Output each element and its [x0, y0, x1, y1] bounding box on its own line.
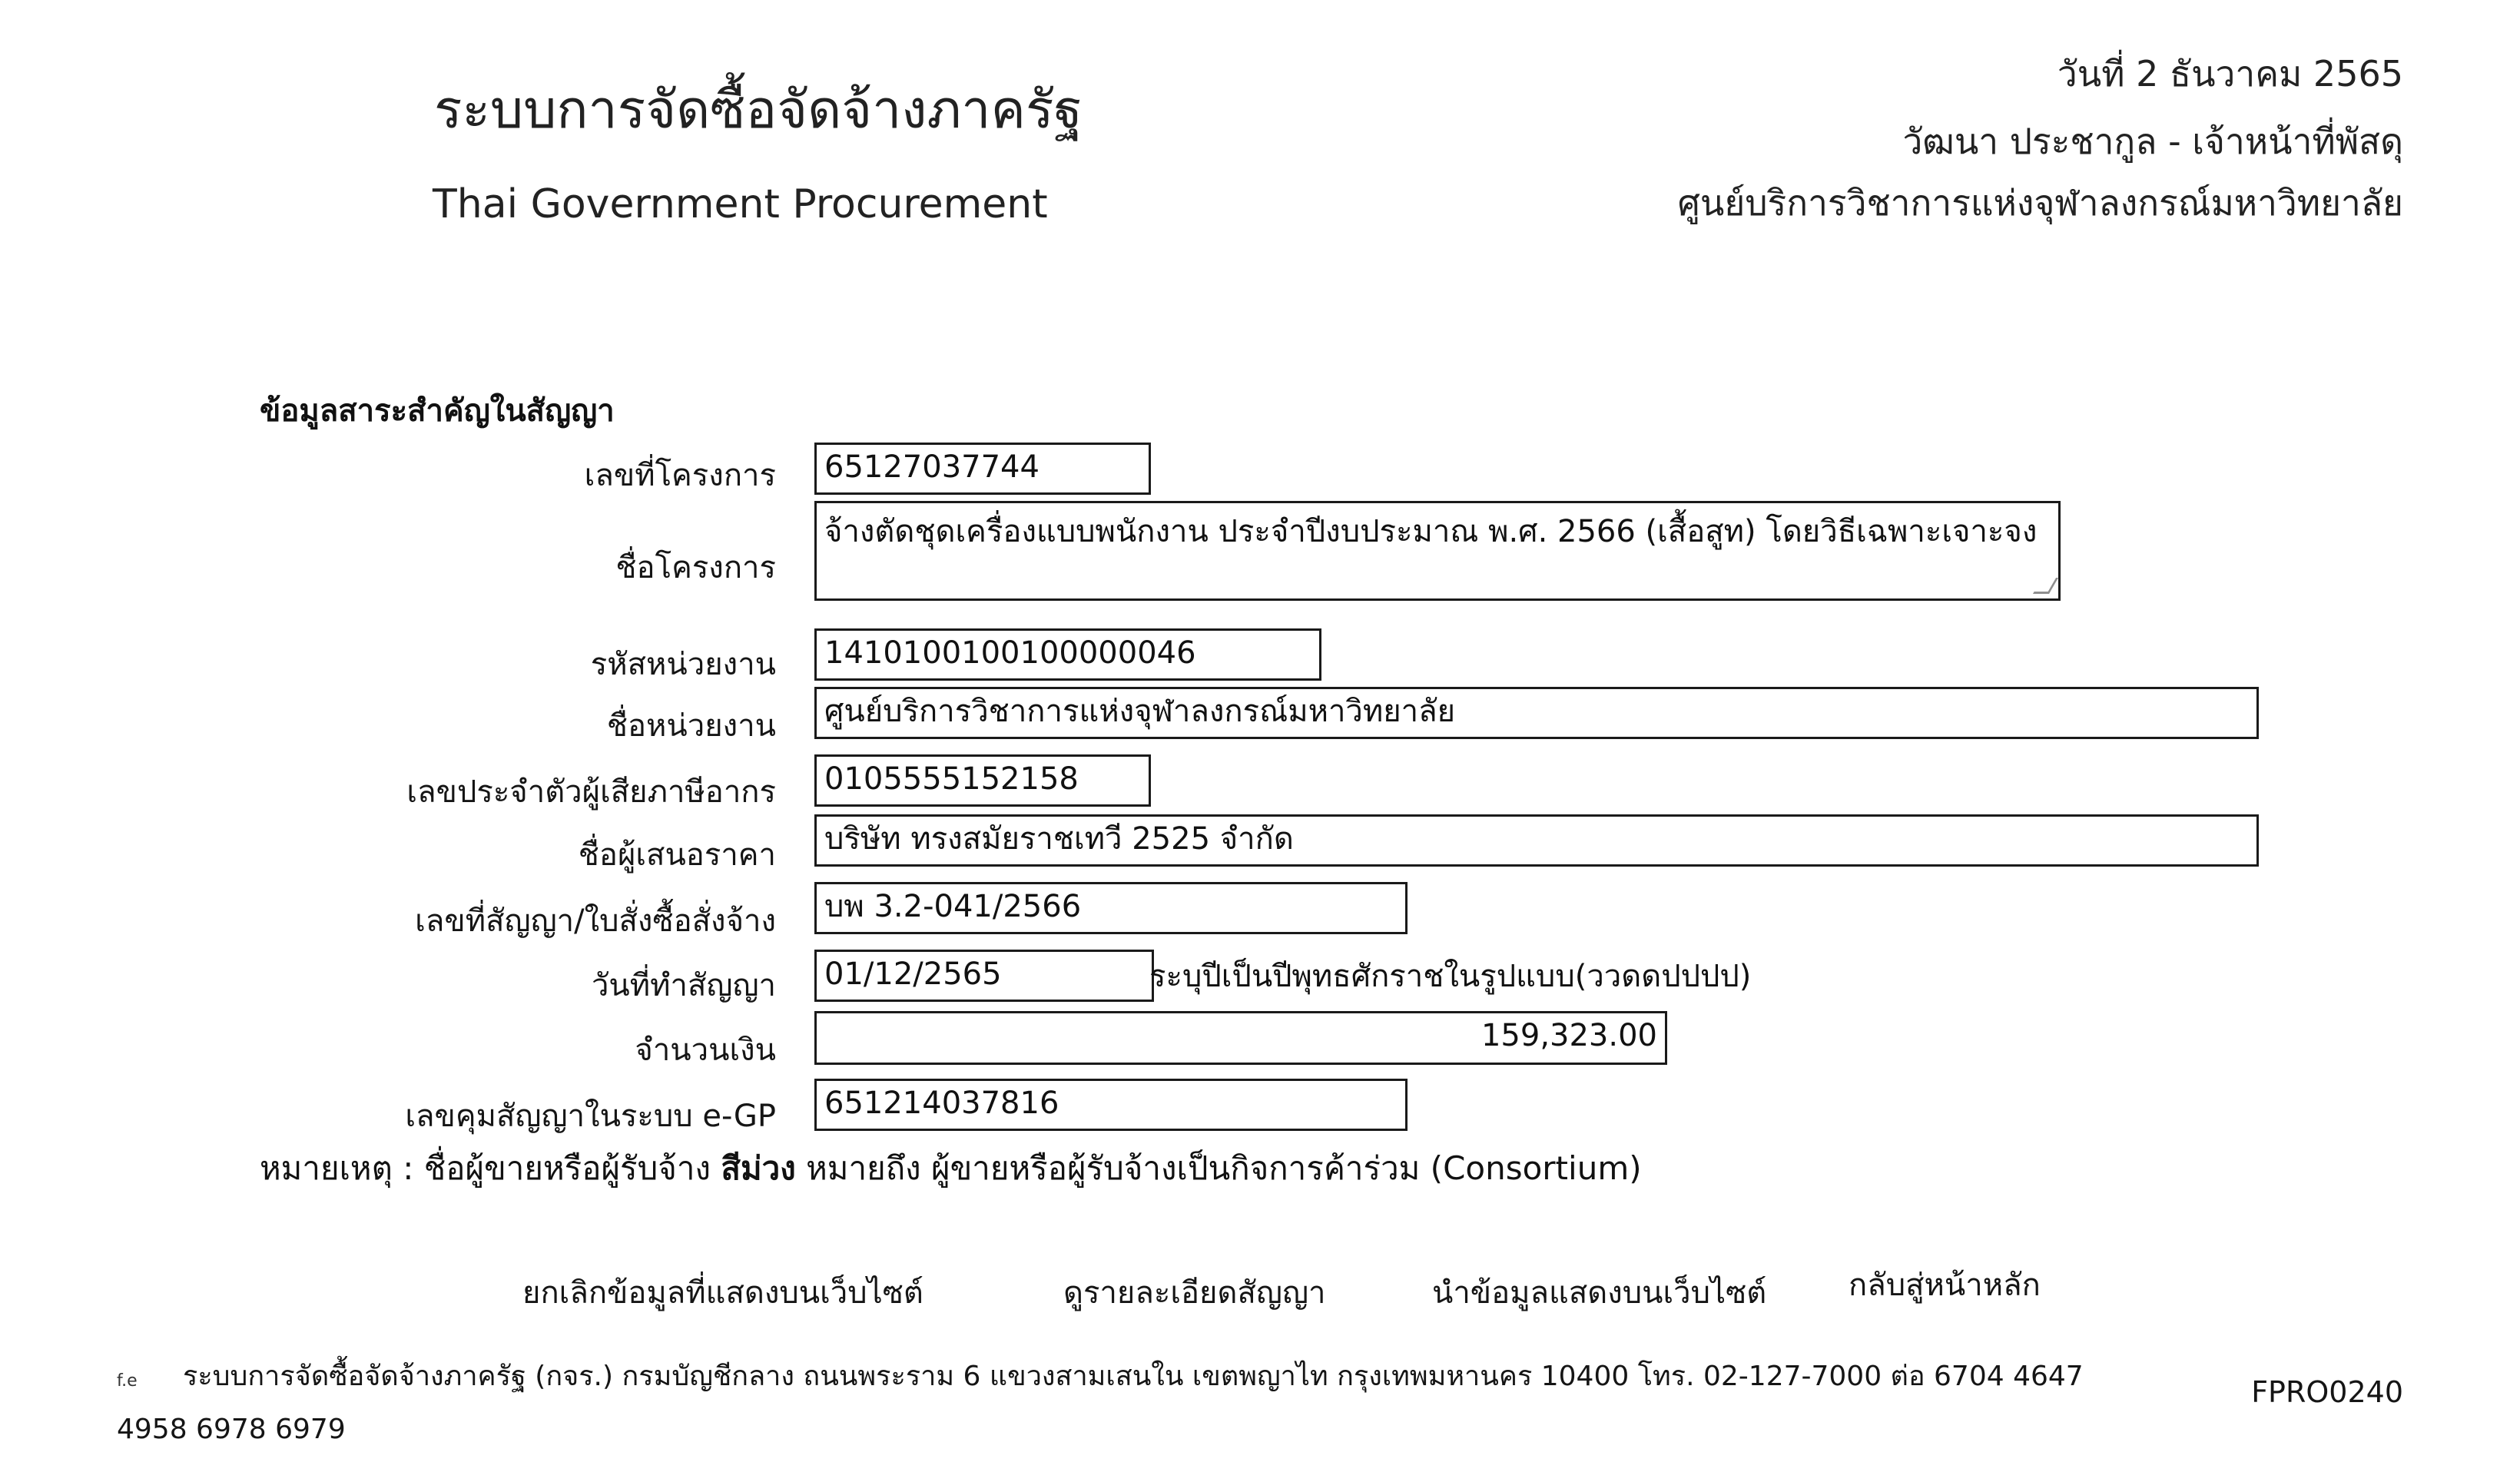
footer-bullet-icon: f.e [117, 1371, 138, 1391]
label-amount: จำนวนเงิน [635, 1033, 776, 1068]
back-home-link[interactable]: กลับสู่หน้าหลัก [1849, 1268, 2041, 1303]
contract-date-hint: ระบุปีเป็นปีพุทธศักราชในรูปแบบ(ววดดปปปป) [1149, 959, 1752, 994]
consortium-note [260, 1143, 1642, 1194]
resize-grip-icon[interactable] [2033, 578, 2058, 594]
header-organization: ศูนย์บริการวิชาการแห่งจุฬาลงกรณ์มหาวิทยาลัย [1677, 182, 2403, 224]
label-project-no: เลขที่โครงการ [584, 458, 776, 493]
contract-no-field[interactable]: บพ 3.2-041/2566 [814, 882, 1408, 934]
bidder-name-field[interactable]: บริษัท ทรงสมัยราชเทวี 2525 จำกัด [814, 814, 2259, 867]
label-agency-name: ชื่อหน่วยงาน [606, 708, 776, 744]
agency-name-field[interactable]: ศูนย์บริการวิชาการแห่งจุฬาลงกรณ์มหาวิทยาลัย [814, 687, 2259, 739]
egp-control-no-field[interactable]: 651214037816 [814, 1079, 1408, 1131]
system-title-th: ระบบการจัดซื้อจัดจ้างภาครัฐ [434, 80, 1083, 141]
agency-code-field[interactable]: 1410100100100000046 [814, 628, 1321, 681]
label-agency-code: รหัสหน่วยงาน [590, 647, 776, 682]
amount-field[interactable]: 159,323.00 [814, 1011, 1667, 1065]
project-name-text: จ้างตัดชุดเครื่องแบบพนักงาน ประจำปีงบประมาณ พ.ศ. 2566 (เสื้อสูท) โดยวิธีเฉพาะเจาะจง [824, 514, 2038, 549]
label-contract-date: วันที่ทำสัญญา [591, 968, 776, 1003]
view-contract-link[interactable]: ดูรายละเอียดสัญญา [1063, 1275, 1326, 1311]
footer-address: ระบบการจัดซื้อจัดจ้างภาครัฐ (กจร.) กรมบัญชีกลาง ถนนพระราม 6 แขวงสามเสนใน เขตพญาไท กรุงเทพมหานคร 10400 โทร. 02-127-7000 ต่อ 6704 4647 [183, 1361, 2084, 1392]
cancel-display-link[interactable]: ยกเลิกข้อมูลที่แสดงบนเว็บไซต์ [522, 1275, 923, 1311]
header-date: วันที่ 2 ธันวาคม 2565 [2057, 53, 2403, 94]
label-tax-id: เลขประจำตัวผู้เสียภาษีอากร [406, 774, 776, 810]
note-prefix: หมายเหตุ : ชื่อผู้ขายหรือผู้รับจ้าง [260, 1149, 711, 1187]
publish-display-link[interactable]: นำข้อมูลแสดงบนเว็บไซต์ [1432, 1275, 1767, 1311]
tax-id-field[interactable]: 0105555152158 [814, 754, 1151, 807]
contract-date-field[interactable]: 01/12/2565 [814, 950, 1154, 1002]
project-name-textarea[interactable] [814, 501, 2061, 601]
footer-numbers: 4958 6978 6979 [117, 1414, 346, 1445]
label-contract-no: เลขที่สัญญา/ใบสั่งซื้อสั่งจ้าง [415, 903, 776, 939]
project-no-field[interactable]: 65127037744 [814, 443, 1151, 495]
header-user: วัฒนา ประชากูล - เจ้าหน้าที่พัสดุ [1902, 121, 2403, 162]
note-suffix: หมายถึง ผู้ขายหรือผู้รับจ้างเป็นกิจการค้าร่วม (Consortium) [806, 1149, 1642, 1187]
section-title: ข้อมูลสาระสำคัญในสัญญา [260, 393, 615, 429]
label-bidder-name: ชื่อผู้เสนอราคา [578, 837, 776, 873]
label-project-name: ชื่อโครงการ [615, 550, 776, 585]
system-title-en: Thai Government Procurement [433, 181, 1048, 227]
note-highlight: สีม่วง [721, 1149, 796, 1187]
label-egp-control-no: เลขคุมสัญญาในระบบ e-GP [405, 1099, 776, 1134]
form-code: FPRO0240 [2251, 1375, 2403, 1409]
